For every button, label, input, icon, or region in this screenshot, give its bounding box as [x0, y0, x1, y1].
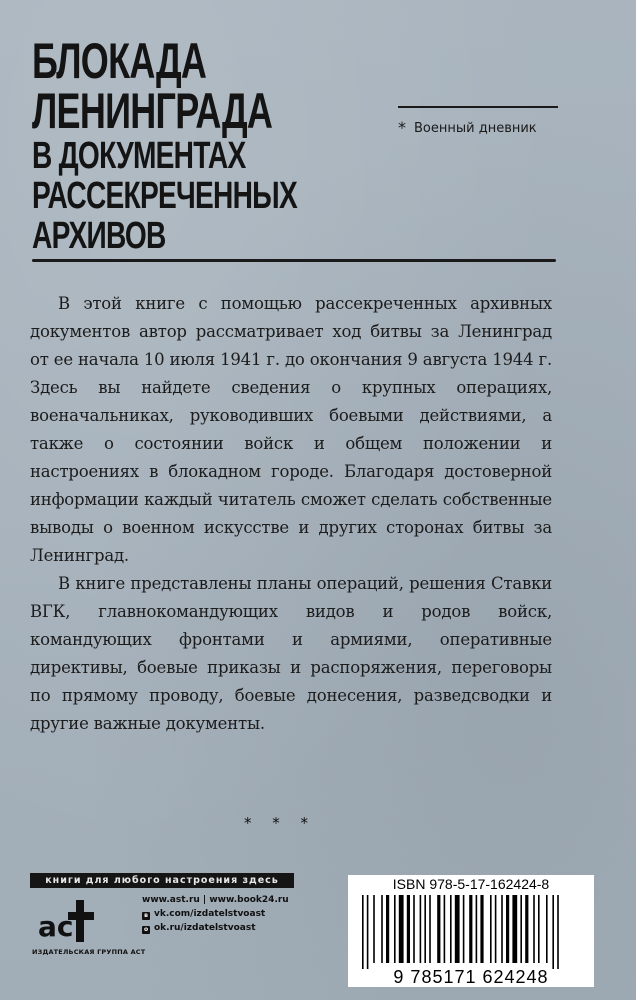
- section-divider-stars: * * *: [244, 814, 317, 832]
- barcode-bar: [420, 895, 422, 963]
- title-line-3: В ДОКУМЕНТАХ: [32, 135, 246, 177]
- ast-logo-icon: [36, 892, 96, 944]
- barcode-bar: [367, 895, 369, 969]
- barcode-bar: [407, 895, 410, 963]
- vk-link[interactable]: в vk.com/izdatelstvoast: [142, 907, 342, 921]
- barcode-bar: [444, 895, 446, 963]
- barcode-bar: [429, 895, 431, 963]
- barcode-bar: [424, 895, 426, 963]
- barcode-bar: [495, 895, 497, 963]
- barcode-bar: [480, 895, 483, 963]
- barcode-bar: [525, 895, 528, 963]
- barcode-bar: [437, 895, 440, 963]
- barcode-bar: [546, 895, 548, 963]
- barcode-digits: 9 785171 624248: [393, 967, 549, 987]
- series-star-icon: *: [398, 118, 406, 137]
- ok-link[interactable]: о ok.ru/izdatelstvoast: [143, 923, 256, 933]
- barcode-bar: [476, 895, 478, 963]
- isbn-label: ISBN 978-5-17-162424-8: [392, 876, 550, 892]
- barcode-bar: [373, 895, 375, 963]
- description-paragraph-1: В этой книге с помощью рассекреченных архивных документов автор рассматривает ход битвы за Ленинград от ее начала 10 июля 1941 г. до окончания 9 августа 1944 г. Здесь вы найдете сведения о крупных операциях, военачальниках, руководивших боевыми действиями, а также о состоянии войск и общем положении и настроениях в блокадном городе. Благодаря достоверной информации каждый читатель сможет сделать собственные выводы о военном искусстве и других сторонах битвы за Ленинград.: [30, 294, 552, 565]
- description-paragraph-2: В книге представлены планы операций, решения Ставки ВГК, главнокомандующих видов и родов войск, командующих фронтами и армиями, оперативные директивы, боевые приказы и распоряжения, переговоры по прямому проводу, боевые донесения, разведсводки и другие важные документы.: [30, 574, 552, 733]
- barcode-bar: [386, 895, 389, 963]
- barcode-bar: [394, 895, 396, 963]
- book-description: [30, 290, 552, 738]
- title-line-4: РАССЕКРЕЧЕННЫХ АРХИВОВ: [32, 175, 298, 257]
- barcode-bar: [506, 895, 509, 963]
- barcode-bar: [512, 895, 517, 963]
- barcode: [348, 875, 594, 987]
- barcode-bar: [533, 895, 535, 963]
- title-line-2: ЛЕНИНГРАДА: [32, 83, 273, 139]
- publisher-name: ИЗДАТЕЛЬСКАЯ ГРУППА АСТ: [32, 948, 146, 956]
- publisher-links: [142, 893, 342, 935]
- barcode-bar: [557, 895, 559, 969]
- series-name: Военный дневник: [414, 121, 537, 136]
- barcode-bar: [463, 895, 465, 963]
- barcode-bar: [455, 895, 460, 963]
- barcode-bar: [469, 895, 472, 963]
- barcode-bar: [362, 895, 364, 969]
- barcode-bar: [413, 895, 415, 963]
- book-title: [32, 33, 452, 257]
- title-line-1: БЛОКАДА: [32, 33, 207, 89]
- vk-icon: в: [142, 912, 150, 920]
- series-label: [398, 118, 598, 137]
- barcode-bars: [362, 895, 580, 969]
- websites-link[interactable]: www.ast.ru | www.book24.ru: [142, 895, 289, 905]
- title-divider: [32, 259, 556, 262]
- barcode-bar: [399, 895, 404, 963]
- publisher-tagline: книги для любого настроения здесь: [30, 873, 294, 888]
- ok-icon: о: [143, 926, 149, 933]
- barcode-bar: [490, 895, 492, 963]
- barcode-bar: [381, 895, 383, 963]
- barcode-bar: [450, 895, 452, 963]
- barcode-bar: [520, 895, 522, 963]
- svg-text:ас: ас: [38, 910, 74, 943]
- series-divider: [398, 106, 558, 108]
- barcode-bar: [552, 895, 554, 969]
- barcode-bar: [501, 895, 503, 963]
- barcode-bar: [538, 895, 540, 963]
